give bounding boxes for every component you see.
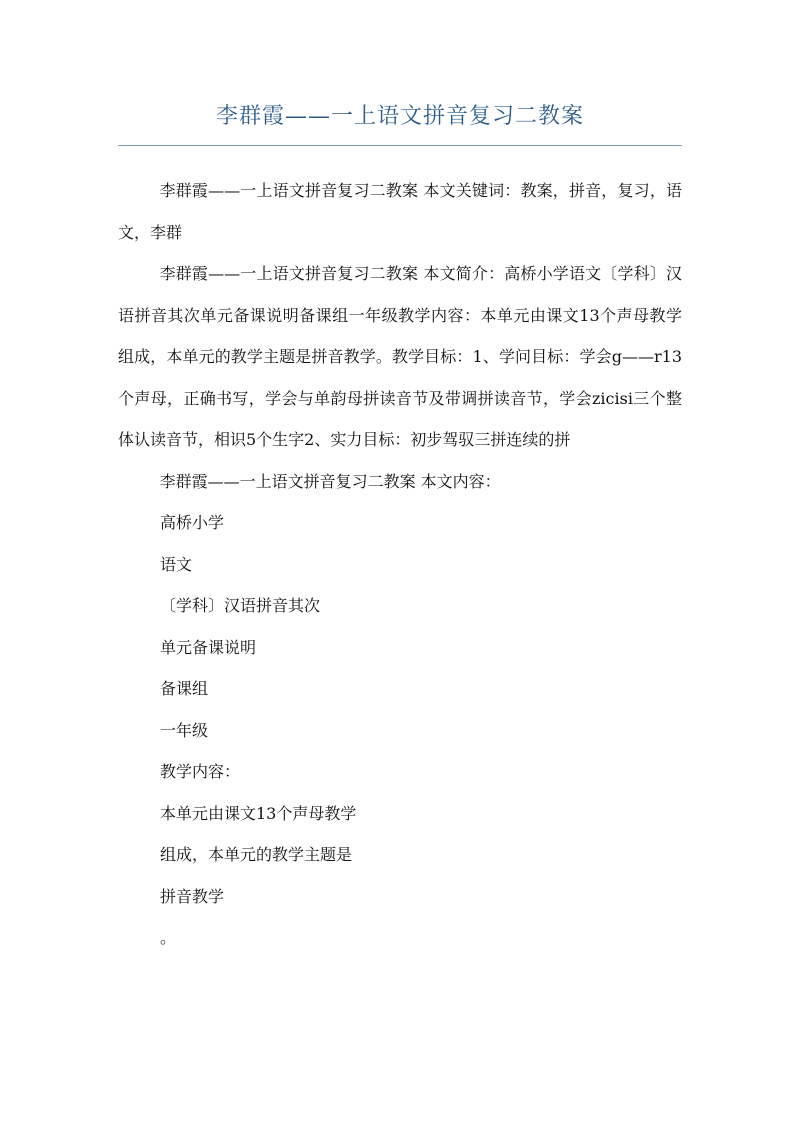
content-line: 备课组: [160, 679, 209, 698]
keywords-paragraph: 李群霞——一上语文拼音复习二教案 本文关键词：教案，拼音，复习，语文，李群: [118, 181, 682, 242]
document-title: 李群霞——一上语文拼音复习二教案: [215, 104, 584, 129]
content-line: 拼音教学: [160, 886, 225, 906]
content-line: 〔学科〕汉语拼音其次: [160, 596, 321, 615]
content-line: 组成，本单元的教学主题是: [160, 845, 353, 864]
content-line: 高桥小学: [160, 513, 225, 532]
content-line: 教学内容：: [160, 762, 241, 781]
content-intro-paragraph: 李群霞——一上语文拼音复习二教案 本文内容：: [159, 471, 501, 491]
content-line: 一年级: [160, 720, 209, 740]
summary-paragraph: 李群霞——一上语文拼音复习二教案 本文简介：高桥小学语文〔学科〕汉语拼音其次单元备课说明备课组一年级教学内容：本单元由课文13个声母教学组成，本单元的教学主题是拼音教学。教学目标：1、学问目标：学会g——r13个声母，正确书写，学会与单韵母拼读音节及带调拼读音节，学会zicisi三个整体认读音节，相识5个生字2、实力目标：初步驾驭三拼连续的拼: [118, 264, 682, 449]
content-line: 。: [160, 928, 177, 947]
document-body: [118, 170, 682, 959]
title-divider: [118, 145, 682, 146]
content-line: 单元备课说明: [160, 637, 257, 657]
content-line: 本单元由课文13个声母教学: [160, 803, 357, 823]
content-line: 语文: [160, 554, 193, 574]
